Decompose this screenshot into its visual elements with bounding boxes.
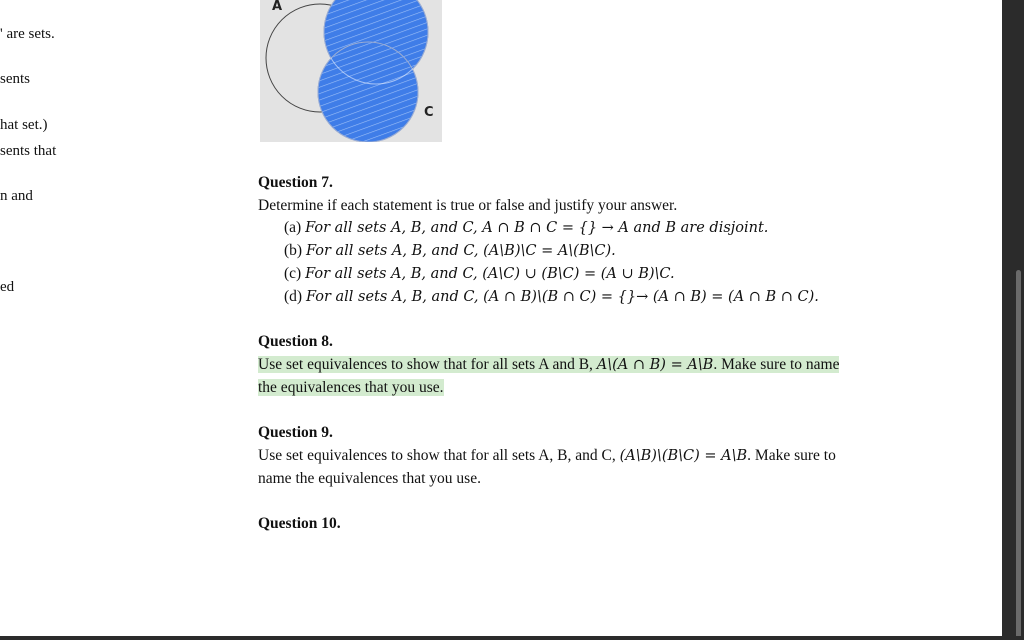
q8-math: A\(A ∩ B) = A\B xyxy=(596,357,714,373)
item-label: (d) xyxy=(284,288,303,305)
q8-text: . Make sure to name xyxy=(713,356,840,373)
question-9-title: Question 9. xyxy=(258,424,333,441)
question-7-item-c xyxy=(284,265,675,283)
question-8-line-2 xyxy=(258,379,444,397)
label-a: A xyxy=(272,0,283,14)
left-fragment: n and xyxy=(0,188,33,204)
item-text: For all sets A, B, and C, (A\C) ∪ (B\C) = (A ∪ B)\C. xyxy=(305,266,675,282)
venn-diagram xyxy=(260,0,442,142)
q8-text: the equivalences that you use. xyxy=(258,379,444,396)
venn-diagram-figure xyxy=(260,0,442,142)
question-7-item-b xyxy=(284,242,616,260)
question-7-item-a xyxy=(284,219,768,237)
scrollbar-thumb[interactable] xyxy=(1016,270,1021,640)
left-fragment: ' are sets. xyxy=(0,26,55,42)
item-text: For all sets A, B, and C, (A ∩ B)\(B ∩ C) = {}→ (A ∩ B) = (A ∩ B ∩ C). xyxy=(305,289,819,305)
question-10-title: Question 10. xyxy=(258,515,341,532)
question-9-line-2: name the equivalences that you use. xyxy=(258,470,481,487)
q9-math: (A\B)\(B\C) = A\B xyxy=(619,448,748,464)
left-fragment: ed xyxy=(0,279,15,295)
label-c: C xyxy=(424,105,434,120)
bottom-frame xyxy=(0,636,1024,640)
item-label: (b) xyxy=(284,242,303,259)
question-7-prompt: Determine if each statement is true or false and justify your answer. xyxy=(258,197,678,214)
q9-text: Use set equivalences to show that for all sets A, B, and C, xyxy=(258,447,620,464)
question-8-title: Question 8. xyxy=(258,333,333,350)
question-7-item-d xyxy=(284,288,819,306)
item-text: For all sets A, B, and C, (A\B)\C = A\(B\C). xyxy=(305,243,616,259)
circle-c xyxy=(318,42,418,142)
q8-text: Use set equivalences to show that for all sets A and B, xyxy=(258,356,597,373)
left-fragment: hat set.) xyxy=(0,117,48,133)
item-text: For all sets A, B, and C, A ∩ B ∩ C = {} → A and B are disjoint. xyxy=(305,220,769,236)
question-9-line-1 xyxy=(258,447,836,465)
q9-text: . Make sure to xyxy=(747,447,836,464)
question-8-line-1 xyxy=(258,356,839,374)
question-7-title: Question 7. xyxy=(258,174,333,191)
item-label: (a) xyxy=(284,219,302,236)
left-fragment: sents that xyxy=(0,143,57,159)
left-fragment: sents xyxy=(0,71,30,87)
item-label: (c) xyxy=(284,265,302,282)
